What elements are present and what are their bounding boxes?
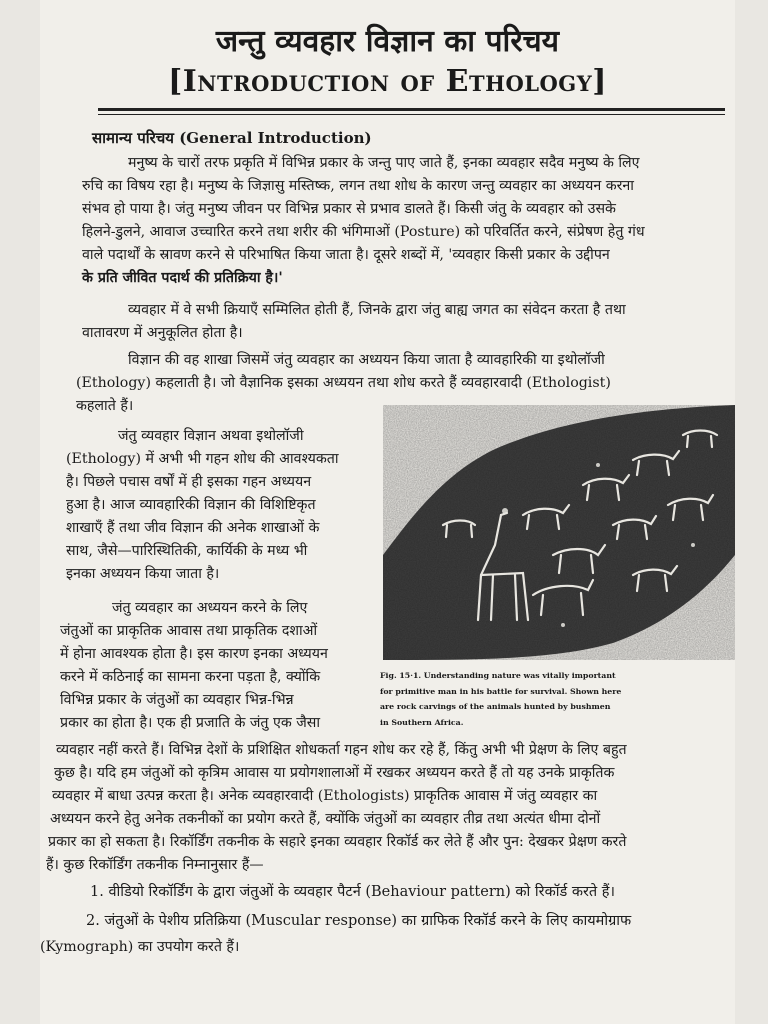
text-line: साथ, जैसे—पारिस्थितिकी, कार्यिकी के मध्य भी bbox=[66, 543, 308, 559]
text-line: हैं। कुछ रिकॉर्डिंग तकनीक निम्नानुसार हैं— bbox=[46, 857, 264, 873]
text-line: शाखाएँ हैं तथा जीव विज्ञान की अनेक शाखाओं के bbox=[66, 520, 320, 536]
text-line: में होना आवश्यक होता है। इस कारण इनका अध्ययन bbox=[60, 646, 328, 662]
text-line: वातावरण में अनुकूलित होता है। bbox=[82, 325, 243, 341]
figure-caption bbox=[380, 668, 732, 730]
text-line: मनुष्य के चारों तरफ प्रकृति में विभिन्न प्रकार के जन्तु पाए जाते हैं, इनका व्यवहार सदैव मनुष्य के लिए bbox=[128, 155, 640, 171]
text-line: कुछ है। यदि हम जंतुओं को कृत्रिम आवास या प्रयोगशालाओं में रखकर अध्ययन करते हैं तो यह उनके प्राकृतिक bbox=[54, 765, 615, 781]
text-line: प्रकार का हो सकता है। रिकॉर्डिंग तकनीक के सहारे इनका व्यवहार रिकॉर्ड कर लेते हैं और पुन: देखकर प्रेक्षण करते bbox=[48, 834, 627, 850]
text-line: व्यवहार में वे सभी क्रियाएँ सम्मिलित होती हैं, जिनके द्वारा जंतु बाह्य जगत का संवेदन करता है तथा bbox=[128, 302, 626, 318]
list-item: 1. वीडियो रिकॉर्डिंग के द्वारा जंतुओं के व्यवहार पैटर्न (Behaviour pattern) को रिकॉर्ड करते हैं। bbox=[90, 884, 615, 900]
text-line: हुआ है। आज व्यावहारिकी विज्ञान की विशिष्टिकृत bbox=[66, 497, 316, 513]
title-rule-thin bbox=[98, 114, 725, 115]
text-line: विज्ञान की वह शाखा जिसमें जंतु व्यवहार का अध्ययन किया जाता है व्यावहारिकी या इथोलॉजी bbox=[128, 352, 605, 368]
text-line: है। पिछले पचास वर्षों में ही इसका गहन अध्ययन bbox=[66, 474, 312, 490]
text-line: वाले पदार्थों के स्रावण करने से परिभाषित किया जाता है। दूसरे शब्दों में, 'व्यवहार किसी प्रकार के उद्दीपन bbox=[82, 247, 610, 263]
text-line: व्यवहार में बाधा उत्पन्न करता है। अनेक व्यवहारवादी (Ethologists) प्राकृतिक आवास में जंतु व्यवहार का bbox=[52, 788, 598, 804]
caption-line: are rock carvings of the animals hunted by bushmen bbox=[380, 702, 611, 711]
text-line: (Kymograph) का उपयोग करते हैं। bbox=[40, 939, 240, 955]
text-line: व्यवहार नहीं करते हैं। विभिन्न देशों के प्रशिक्षित शोधकर्ता गहन शोध कर रहे हैं, किंतु अभी भी प्रेक्षण के लिए बहुत bbox=[56, 742, 627, 758]
text-line: जंतु व्यवहार विज्ञान अथवा इथोलॉजी bbox=[118, 428, 304, 444]
text-line: जंतु व्यवहार का अध्ययन करने के लिए bbox=[112, 600, 308, 616]
text-line: जंतुओं का प्राकृतिक आवास तथा प्राकृतिक दशाओं bbox=[60, 623, 318, 639]
section-heading: सामान्य परिचय (General Introduction) bbox=[92, 129, 372, 147]
rock-carving-image bbox=[383, 405, 735, 660]
chapter-title-english: [Introduction of Ethology] bbox=[168, 64, 607, 99]
text-line: विभिन्न प्रकार के जंतुओं का व्यवहार भिन्न-भिन्न bbox=[60, 692, 294, 708]
chapter-title-hindi: जन्तु व्यवहार विज्ञान का परिचय bbox=[215, 24, 560, 59]
text-line: हिलने-डुलने, आवाज उच्चारित करने तथा शरीर की भंगिमाओं (Posture) को परिवर्तित करने, संप्रेषण हेतु गंध bbox=[82, 224, 645, 240]
text-line: संभव हो पाया है। जंतु मनुष्य जीवन पर विभिन्न प्रकार से प्रभाव डालते हैं। किसी जंतु के व्यवहार को उसके bbox=[82, 201, 616, 217]
text-line: के प्रति जीवित पदार्थ की प्रतिक्रिया है।' bbox=[82, 270, 283, 286]
rock-carving-figure bbox=[383, 405, 735, 660]
caption-line: for primitive man in his battle for survival. Shown here bbox=[380, 686, 622, 696]
text-line: (Ethology) में अभी भी गहन शोध की आवश्यकता bbox=[66, 451, 339, 467]
text-line: इनका अध्ययन किया जाता है। bbox=[66, 566, 220, 582]
list-item: 2. जंतुओं के पेशीय प्रतिक्रिया (Muscular response) का ग्राफिक रिकॉर्ड करने के लिए कायमोग्राफ bbox=[86, 913, 632, 929]
text-line: रुचि का विषय रहा है। मनुष्य के जिज्ञासु मस्तिष्क, लगन तथा शोध के कारण जन्तु व्यवहार का अध्ययन करना bbox=[82, 178, 634, 194]
document-page bbox=[40, 0, 735, 1024]
caption-line: Fig. 15·1. Understanding nature was vitally important bbox=[380, 671, 616, 680]
text-line: करने में कठिनाई का सामना करना पड़ता है, क्योंकि bbox=[60, 669, 321, 685]
text-line: अध्ययन करने हेतु अनेक तकनीकों का प्रयोग करते हैं, क्योंकि जंतुओं का व्यवहार तीव्र तथा अत्यंत धीमा दोनों bbox=[50, 811, 601, 827]
text-line: (Ethology) कहलाती है। जो वैज्ञानिक इसका अध्ययन तथा शोध करते हैं व्यवहारवादी (Ethologist) bbox=[76, 375, 611, 391]
text-line: कहलाते हैं। bbox=[76, 398, 134, 414]
title-rule-thick bbox=[98, 108, 725, 111]
caption-line: in Southern Africa. bbox=[380, 717, 464, 727]
text-line: प्रकार का होता है। एक ही प्रजाति के जंतु एक जैसा bbox=[60, 715, 321, 731]
